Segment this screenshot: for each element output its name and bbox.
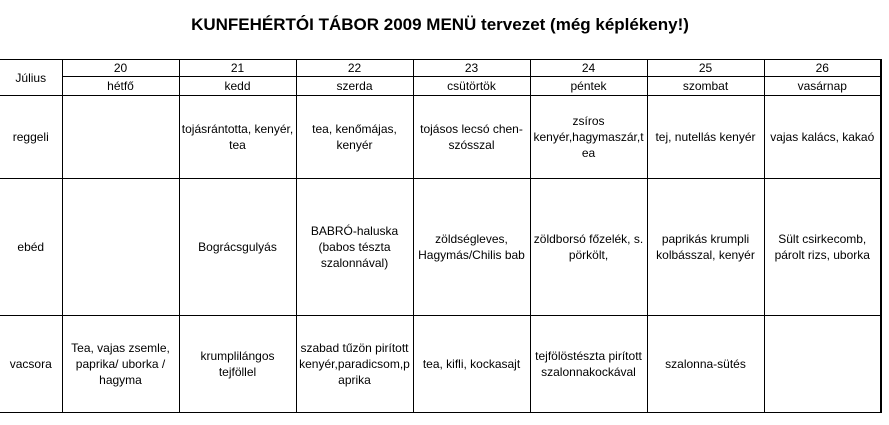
day-name-row: [0, 77, 881, 96]
menu-cell[interactable]: tea, kifli, kockasajt: [413, 316, 530, 413]
day-number: 23: [413, 60, 530, 77]
day-name: szerda: [296, 77, 413, 96]
day-name: hétfő: [62, 77, 179, 96]
meal-label: vacsora: [0, 316, 62, 413]
meal-row-ebed: [0, 179, 881, 316]
menu-cell[interactable]: tea, kenőmájas, kenyér: [296, 96, 413, 179]
menu-cell[interactable]: zsíros kenyér,hagymaszár,tea: [530, 96, 647, 179]
day-name: kedd: [179, 77, 296, 96]
day-number: 24: [530, 60, 647, 77]
day-number: 22: [296, 60, 413, 77]
day-number: 21: [179, 60, 296, 77]
meal-row-reggeli: [0, 96, 881, 179]
day-name: szombat: [647, 77, 764, 96]
menu-cell[interactable]: BABRÓ-haluska (babos tészta szalonnával): [296, 179, 413, 316]
menu-cell[interactable]: Tea, vajas zsemle, paprika/ uborka / hagyma: [62, 316, 179, 413]
meal-row-vacsora: [0, 316, 881, 413]
menu-cell[interactable]: Sült csirkecomb, párolt rizs, uborka: [764, 179, 881, 316]
menu-cell[interactable]: [62, 179, 179, 316]
menu-cell[interactable]: [764, 316, 881, 413]
meal-label: ebéd: [0, 179, 62, 316]
menu-cell[interactable]: zöldségleves, Hagymás/Chilis bab: [413, 179, 530, 316]
menu-cell[interactable]: tej, nutellás kenyér: [647, 96, 764, 179]
menu-cell[interactable]: szalonna-sütés: [647, 316, 764, 413]
day-name: csütörtök: [413, 77, 530, 96]
page-title: KUNFEHÉRTÓI TÁBOR 2009 MENÜ tervezet (még képlékeny!): [191, 15, 689, 34]
menu-cell[interactable]: [62, 96, 179, 179]
month-label: Július: [0, 60, 62, 96]
menu-cell[interactable]: tojásrántotta, kenyér, tea: [179, 96, 296, 179]
day-number: 26: [764, 60, 881, 77]
menu-cell[interactable]: paprikás krumpli kolbásszal, kenyér: [647, 179, 764, 316]
day-number-row: [0, 60, 881, 77]
day-name: vasárnap: [764, 77, 881, 96]
menu-cell[interactable]: zöldborsó főzelék, s. pörkölt,: [530, 179, 647, 316]
meal-label: reggeli: [0, 96, 62, 179]
day-number: 25: [647, 60, 764, 77]
day-number: 20: [62, 60, 179, 77]
menu-table: [0, 59, 882, 413]
menu-cell[interactable]: tejfölöstészta pirított szalonnakockával: [530, 316, 647, 413]
menu-cell[interactable]: Bográcsgulyás: [179, 179, 296, 316]
day-name: péntek: [530, 77, 647, 96]
menu-cell[interactable]: krumplilángos tejföllel: [179, 316, 296, 413]
menu-cell[interactable]: tojásos lecsó chen-szósszal: [413, 96, 530, 179]
menu-cell[interactable]: vajas kalács, kakaó: [764, 96, 881, 179]
menu-cell[interactable]: szabad tűzön pirított kenyér,paradicsom,paprika: [296, 316, 413, 413]
